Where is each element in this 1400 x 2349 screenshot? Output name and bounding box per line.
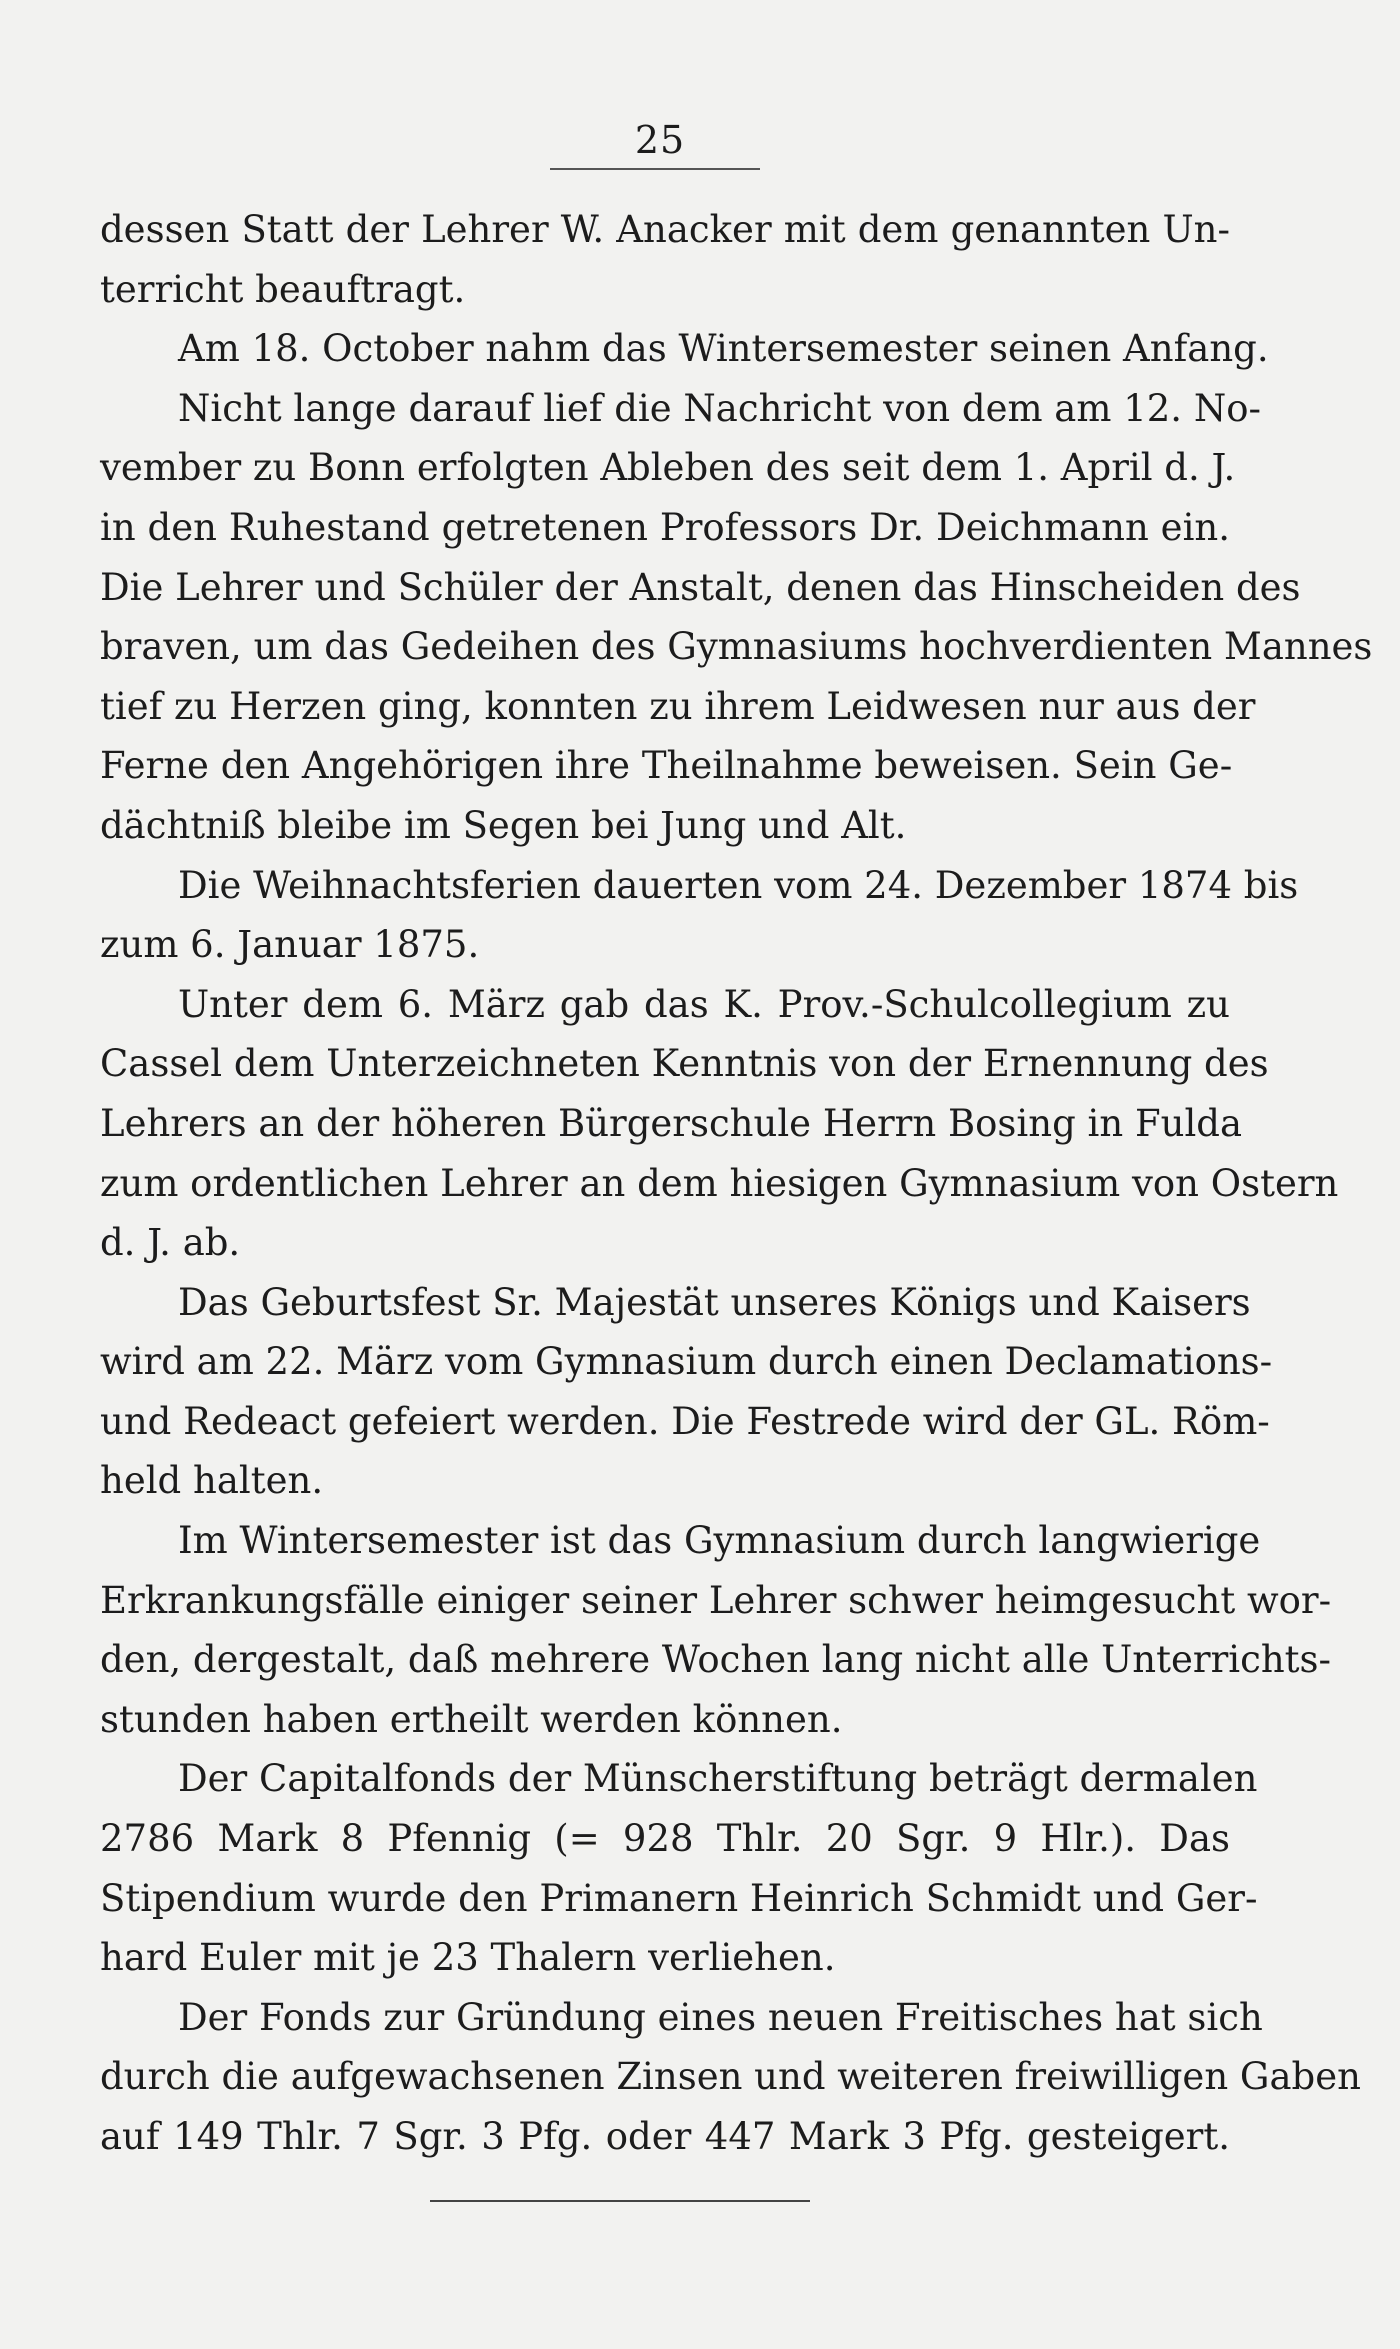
body-text (100, 200, 1373, 2167)
text-line: vember zu Bonn erfolgten Ableben des seit dem 1. April d. J. (100, 446, 1236, 490)
text-line: Stipendium wurde den Primanern Heinrich Schmidt und Ger- (100, 1876, 1258, 1920)
text-line: Erkrankungsfälle einiger seiner Lehrer schwer heimgesucht wor- (100, 1578, 1332, 1622)
page-number: 25 (634, 118, 686, 162)
text-line: den, dergestalt, daß mehrere Wochen lang nicht alle Unterrichts- (100, 1638, 1332, 1682)
text-line: stunden haben ertheilt werden können. (100, 1697, 843, 1741)
text-line: tief zu Herzen ging, konnten zu ihrem Leidwesen nur aus der (100, 684, 1256, 728)
text-line: held halten. (100, 1459, 324, 1503)
text-line: wird am 22. März vom Gymnasium durch einen Declamations- (100, 1340, 1273, 1384)
text-line: terricht beauftragt. (100, 267, 466, 311)
text-line: Unter dem 6. März gab das K. Prov.-Schulcollegium zu (178, 982, 1230, 1026)
text-line: zum ordentlichen Lehrer an dem hiesigen Gymnasium von Ostern (100, 1161, 1339, 1205)
text-line: Die Weihnachtsferien dauerten vom 24. Dezember 1874 bis (178, 863, 1299, 907)
text-line: 2786 Mark 8 Pfennig (= 928 Thlr. 20 Sgr. 9 Hlr.). Das (100, 1817, 1230, 1861)
text-line: und Redeact gefeiert werden. Die Festrede wird der GL. Röm- (100, 1399, 1270, 1443)
text-line: Cassel dem Unterzeichneten Kenntnis von der Ernennung des (100, 1042, 1269, 1086)
text-line: zum 6. Januar 1875. (100, 923, 480, 967)
text-line: in den Ruhestand getretenen Professors Dr. Deichmann ein. (100, 505, 1230, 549)
text-line: braven, um das Gedeihen des Gymnasiums hochverdienten Mannes (100, 625, 1373, 669)
text-line: d. J. ab. (100, 1221, 241, 1265)
text-line: dächtniß bleibe im Segen bei Jung und Alt. (100, 803, 907, 847)
footer-rule (430, 2200, 810, 2202)
text-line: Lehrers an der höheren Bürgerschule Herrn Bosing in Fulda (100, 1101, 1243, 1145)
text-line: Ferne den Angehörigen ihre Theilnahme beweisen. Sein Ge- (100, 744, 1233, 788)
text-line: Nicht lange darauf lief die Nachricht von dem am 12. No- (178, 386, 1261, 430)
text-line: hard Euler mit je 23 Thalern verliehen. (100, 1936, 836, 1980)
text-line: Das Geburtsfest Sr. Majestät unseres Königs und Kaisers (178, 1280, 1251, 1324)
text-line: Im Wintersemester ist das Gymnasium durch langwierige (178, 1519, 1261, 1563)
text-line: Die Lehrer und Schüler der Anstalt, denen das Hinscheiden des (100, 565, 1301, 609)
text-line: auf 149 Thlr. 7 Sgr. 3 Pfg. oder 447 Mark 3 Pfg. gesteigert. (100, 2115, 1230, 2158)
text-line: dessen Statt der Lehrer W. Anacker mit dem genannten Un- (100, 208, 1230, 251)
text-line: Der Fonds zur Gründung eines neuen Freitisches hat sich (178, 1995, 1263, 2039)
text-line: durch die aufgewachsenen Zinsen und weiteren freiwilligen Gaben (100, 2055, 1361, 2099)
text-line: Der Capitalfonds der Münscherstiftung beträgt dermalen (178, 1757, 1258, 1801)
text-line: Am 18. October nahm das Wintersemester seinen Anfang. (178, 327, 1269, 371)
header-rule (550, 168, 760, 170)
